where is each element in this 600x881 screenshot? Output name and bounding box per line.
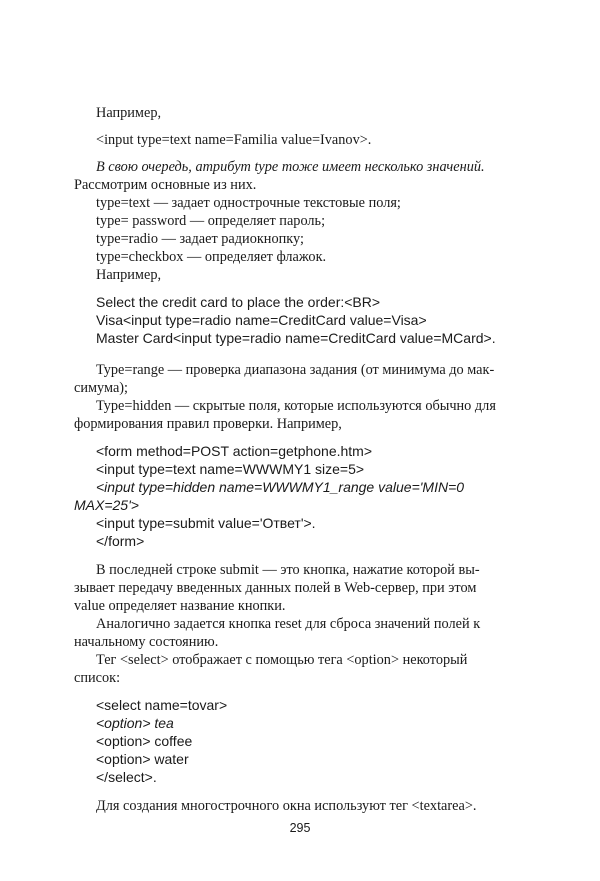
select-para-line-2: список: (74, 670, 121, 686)
submit-para-line-1: В последней строке submit — это кнопка, нажатие которой вы- (96, 562, 480, 578)
submit-para-line-3: value определяет название кнопки. (74, 598, 286, 614)
submit-para-line-2: зывает передачу введенных данных полей в Web-сервер, при этом (74, 580, 477, 596)
hidden-line-1: Type=hidden — скрытые поля, которые используются обычно для (96, 398, 496, 414)
hidden-line-2: формирования правил проверки. Например, (74, 416, 342, 432)
radio-code-line-3: Master Card<input type=radio name=CreditCard value=MCard>. (96, 330, 496, 346)
form-code-line-4: MAX=25'> (74, 497, 139, 513)
select-code-line-5: </select>. (96, 769, 157, 785)
select-code-line-1: <select name=tovar> (96, 697, 228, 713)
select-code-line-3: <option> coffee (96, 733, 193, 749)
type-item-radio: type=radio — задает радиокнопку; (96, 231, 304, 247)
reset-para-line-2: начальному состоянию. (74, 634, 219, 650)
textarea-para: Для создания многострочного окна используют тег <textarea>. (96, 798, 477, 814)
type-example-label: Например, (96, 267, 162, 283)
type-item-text: type=text — задает однострочные текстовые поля; (96, 195, 401, 211)
form-code-line-3: <input type=hidden name=WWWMY1_range value='MIN=0 (96, 479, 465, 495)
form-code-line-1: <form method=POST action=getphone.htm> (96, 443, 373, 459)
select-code-line-4: <option> water (96, 751, 189, 767)
select-para-line-1: Тег <select> отображает с помощью тега <option> некоторый (96, 652, 468, 668)
range-line-1: Type=range — проверка диапазона задания (от минимума до мак- (96, 362, 495, 378)
type-item-checkbox: type=checkbox — определяет флажок. (96, 249, 327, 265)
reset-para-line-1: Аналогично задается кнопка reset для сброса значений полей к (96, 616, 481, 632)
form-code-line-5: <input type=submit value='Ответ'>. (96, 515, 316, 531)
form-code-line-2: <input type=text name=WWWMY1 size=5> (96, 461, 365, 477)
form-code-line-6: </form> (96, 533, 145, 549)
input-example-line: <input type=text name=Familia value=Ivanov>. (96, 132, 372, 148)
type-intro-line-2: Рассмотрим основные из них. (74, 177, 257, 193)
type-intro-line-1: В свою очередь, атрибут type тоже имеет несколько значений. (96, 159, 485, 175)
radio-code-line-2: Visa<input type=radio name=CreditCard value=Visa> (96, 312, 427, 328)
radio-code-line-1: Select the credit card to place the order:<BR> (96, 294, 381, 310)
example-label: Например, (96, 105, 162, 121)
page-number: 295 (289, 821, 311, 835)
select-code-line-2: <option> tea (96, 715, 174, 731)
range-line-2: симума); (74, 380, 129, 396)
type-item-password: type= password — определяет пароль; (96, 213, 326, 229)
